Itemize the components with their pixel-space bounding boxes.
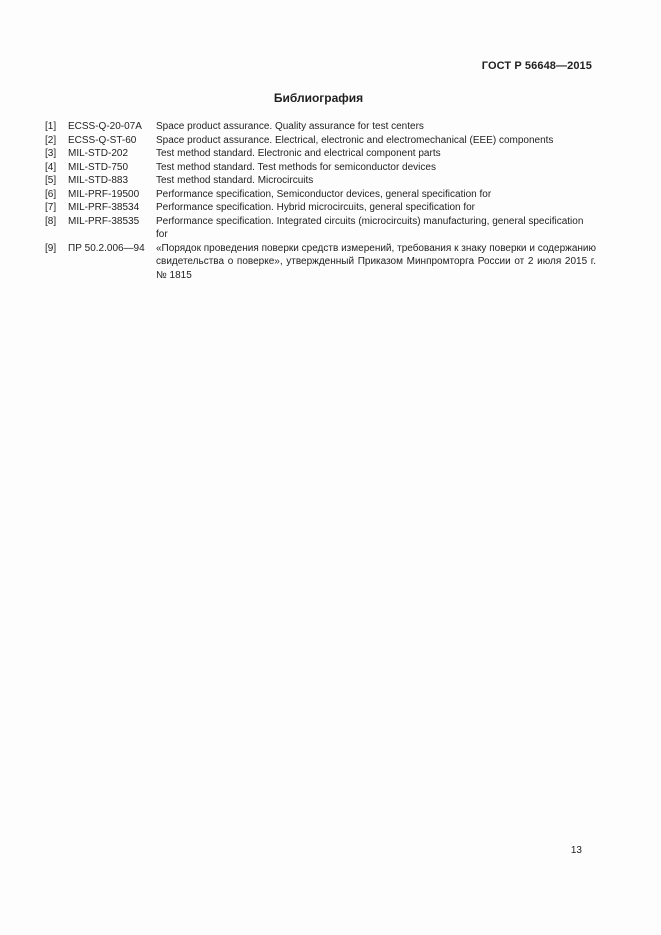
entry-code: ECSS-Q-20-07A (68, 121, 142, 132)
entry-code: ECSS-Q-ST-60 (68, 134, 137, 146)
entry-description: Space product assurance. Quality assurance for test centers (156, 121, 424, 132)
entry-code: MIL-PRF-38534 (68, 202, 140, 213)
entry-code: ПР 50.2.006—94 (68, 242, 145, 254)
page-number: 13 (570, 845, 582, 856)
bibliography-entry (45, 174, 592, 188)
bibliography-entry (45, 215, 592, 242)
entry-description: Performance specification. Hybrid microcircuits, general specification for (156, 202, 476, 213)
bibliography-entry (45, 201, 592, 215)
entry-description: Test method standard. Test methods for semiconductor devices (156, 161, 436, 173)
entry-description: Performance specification. Integrated circuits (microcircuits) manufacturing, general specification for (156, 215, 584, 240)
page-title: Библиография (273, 91, 364, 105)
entry-code: MIL-STD-883 (68, 175, 129, 186)
entry-number: [9] (45, 242, 57, 254)
entry-code: MIL-STD-202 (68, 148, 129, 159)
entry-number: [8] (45, 215, 57, 227)
entry-description: Space product assurance. Electrical, electronic and electromechanical (EEE) components (156, 134, 554, 146)
bibliography-entry (45, 242, 596, 283)
entry-description: «Порядок проведения поверки средств измерений, требования к знаку поверки и содержанию свидетельства о поверке», утвержденный Приказом Минпромторга России от 2 июля 2015 г. № 1815 (156, 242, 596, 281)
entry-number: [3] (45, 148, 57, 159)
entry-number: [4] (45, 161, 57, 173)
entry-number: [2] (45, 134, 57, 146)
entry-description: Test method standard. Microcircuits (156, 175, 314, 186)
bibliography-entry (45, 161, 592, 175)
entry-number: [5] (45, 175, 57, 186)
bibliography-entry (45, 188, 592, 202)
bibliography-list (45, 120, 596, 282)
bibliography-entry (45, 134, 592, 148)
text-block (45, 0, 596, 282)
entry-number: [7] (45, 202, 57, 213)
entry-number: [6] (45, 188, 57, 200)
entry-description: Performance specification, Semiconductor devices, general specification for (156, 188, 492, 200)
document-code-header: ГОСТ Р 56648—2015 (481, 60, 592, 72)
entry-code: MIL-STD-750 (68, 161, 129, 173)
bibliography-entry (45, 147, 592, 161)
bibliography-entry (45, 120, 592, 134)
entry-code: MIL-PRF-38535 (68, 215, 140, 227)
entry-description: Test method standard. Electronic and electrical component parts (156, 148, 441, 159)
entry-number: [1] (45, 121, 57, 132)
entry-code: MIL-PRF-19500 (68, 188, 140, 200)
